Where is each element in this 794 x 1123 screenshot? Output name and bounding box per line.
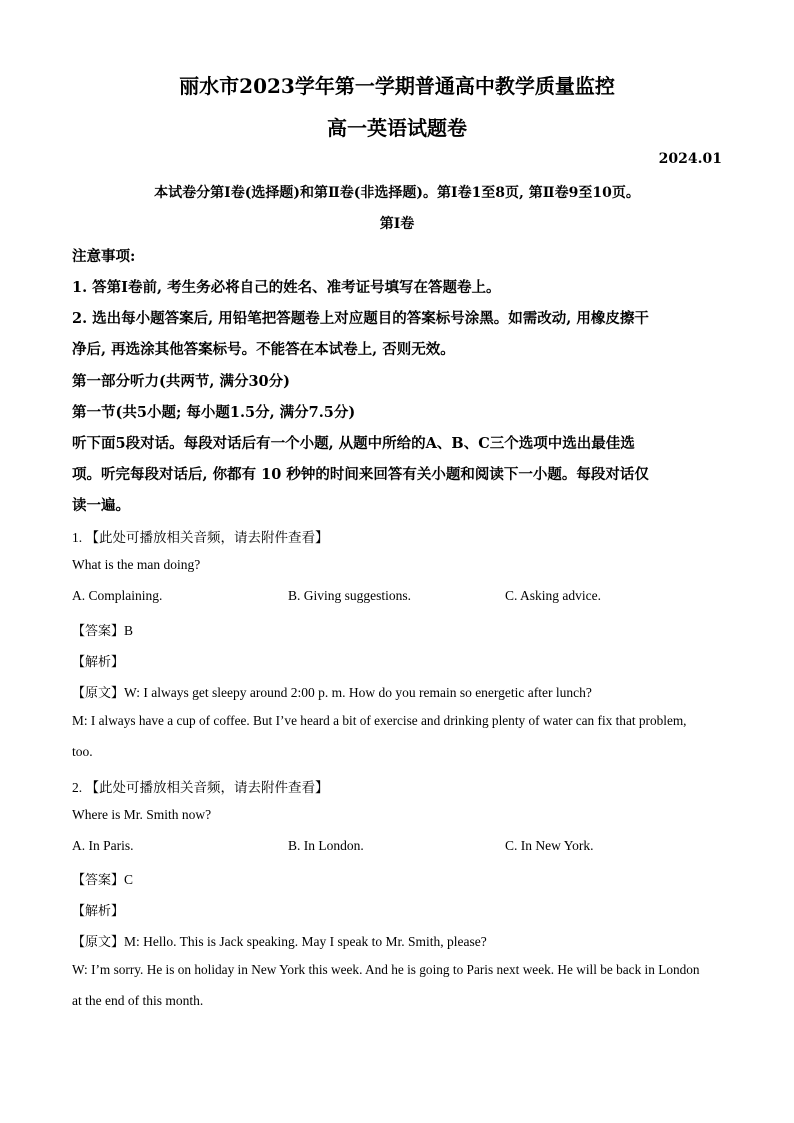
- q1-answer-tag: 【答案】: [72, 624, 125, 639]
- part1-heading: 第一部分听力(共两节, 满分30分): [72, 373, 290, 390]
- q2-answer-value: C: [124, 872, 134, 887]
- q2-transcript-tag: 【原文】: [72, 935, 125, 950]
- q1-option-a: A. Complaining.: [72, 588, 163, 603]
- q1-transcript-row: [72, 682, 592, 701]
- q2-answer-row: [72, 869, 133, 888]
- q2-option-b: B. In London.: [288, 838, 364, 853]
- q1-option-c: C. Asking advice.: [505, 588, 601, 603]
- q1-question: What is the man doing?: [72, 557, 201, 572]
- section1-heading: 第一节(共5小题; 每小题1.5分, 满分7.5分): [72, 404, 356, 421]
- q1-answer-row: [72, 620, 133, 639]
- instructions-line-2: 项。听完每段对话后, 你都有 10 秒钟的时间来回答有关小题和阅读下一小题。每段对话仅: [72, 466, 649, 483]
- q1-transcript-line-3: too.: [72, 744, 93, 759]
- q2-transcript-line-1: M: Hello. This is Jack speaking. May I speak to Mr. Smith, please?: [124, 934, 487, 949]
- q2-option-a: A. In Paris.: [72, 838, 134, 853]
- q1-analysis-tag: 【解析】: [72, 655, 125, 670]
- exam-date: 2024.01: [658, 151, 722, 167]
- q1-transcript-line-1: W: I always get sleepy around 2:00 p. m. How do you remain so energetic after lunch?: [124, 685, 592, 700]
- exam-title: 丽水市2023学年第一学期普通高中教学质量监控: [179, 74, 615, 98]
- notes-item-2-line-2: 净后, 再选涂其他答案标号。不能答在本试卷上, 否则无效。: [72, 341, 455, 358]
- q2-answer-tag: 【答案】: [72, 873, 125, 888]
- volume-label: 第Ⅰ卷: [379, 216, 415, 232]
- instructions-line-1: 听下面5段对话。每段对话后有一个小题, 从题中所给的A、B、C三个选项中选出最佳选: [72, 435, 635, 452]
- q2-transcript-row: [72, 931, 487, 950]
- q2-transcript-line-2: W: I’m sorry. He is on holiday in New York this week. And he is going to Paris next week. He will be back in London: [72, 962, 700, 977]
- notes-heading: 注意事项:: [72, 248, 136, 265]
- paper-structure: 本试卷分第Ⅰ卷(选择题)和第Ⅱ卷(非选择题)。第Ⅰ卷1至8页, 第Ⅱ卷9至10页。: [154, 185, 640, 201]
- q1-analysis-row: [72, 651, 124, 670]
- q2-analysis-tag: 【解析】: [72, 904, 125, 919]
- q2-question: Where is Mr. Smith now?: [72, 807, 212, 822]
- exam-subtitle: 高一英语试题卷: [327, 116, 467, 140]
- q1-option-b: B. Giving suggestions.: [288, 588, 412, 603]
- q1-transcript-tag: 【原文】: [72, 686, 125, 701]
- notes-item-1: 1. 答第Ⅰ卷前, 考生务必将自己的姓名、准考证号填写在答题卷上。: [72, 279, 501, 296]
- q2-option-c: C. In New York.: [505, 838, 594, 853]
- q2-audio-link[interactable]: 2. 【此处可播放相关音频，请去附件查看】: [72, 780, 329, 795]
- q1-audio-link[interactable]: 1. 【此处可播放相关音频，请去附件查看】: [72, 530, 329, 545]
- q2-analysis-row: [72, 900, 124, 919]
- notes-item-2-line-1: 2. 选出每小题答案后, 用铅笔把答题卷上对应题目的答案标号涂黑。如需改动, 用橡皮擦干: [72, 310, 649, 327]
- instructions-line-3: 读一遍。: [72, 497, 130, 514]
- q1-answer-value: B: [124, 623, 134, 638]
- q1-transcript-line-2: M: I always have a cup of coffee. But I’ve heard a bit of exercise and drinking plenty of water can fix that problem,: [72, 713, 687, 728]
- q2-transcript-line-3: at the end of this month.: [72, 993, 204, 1008]
